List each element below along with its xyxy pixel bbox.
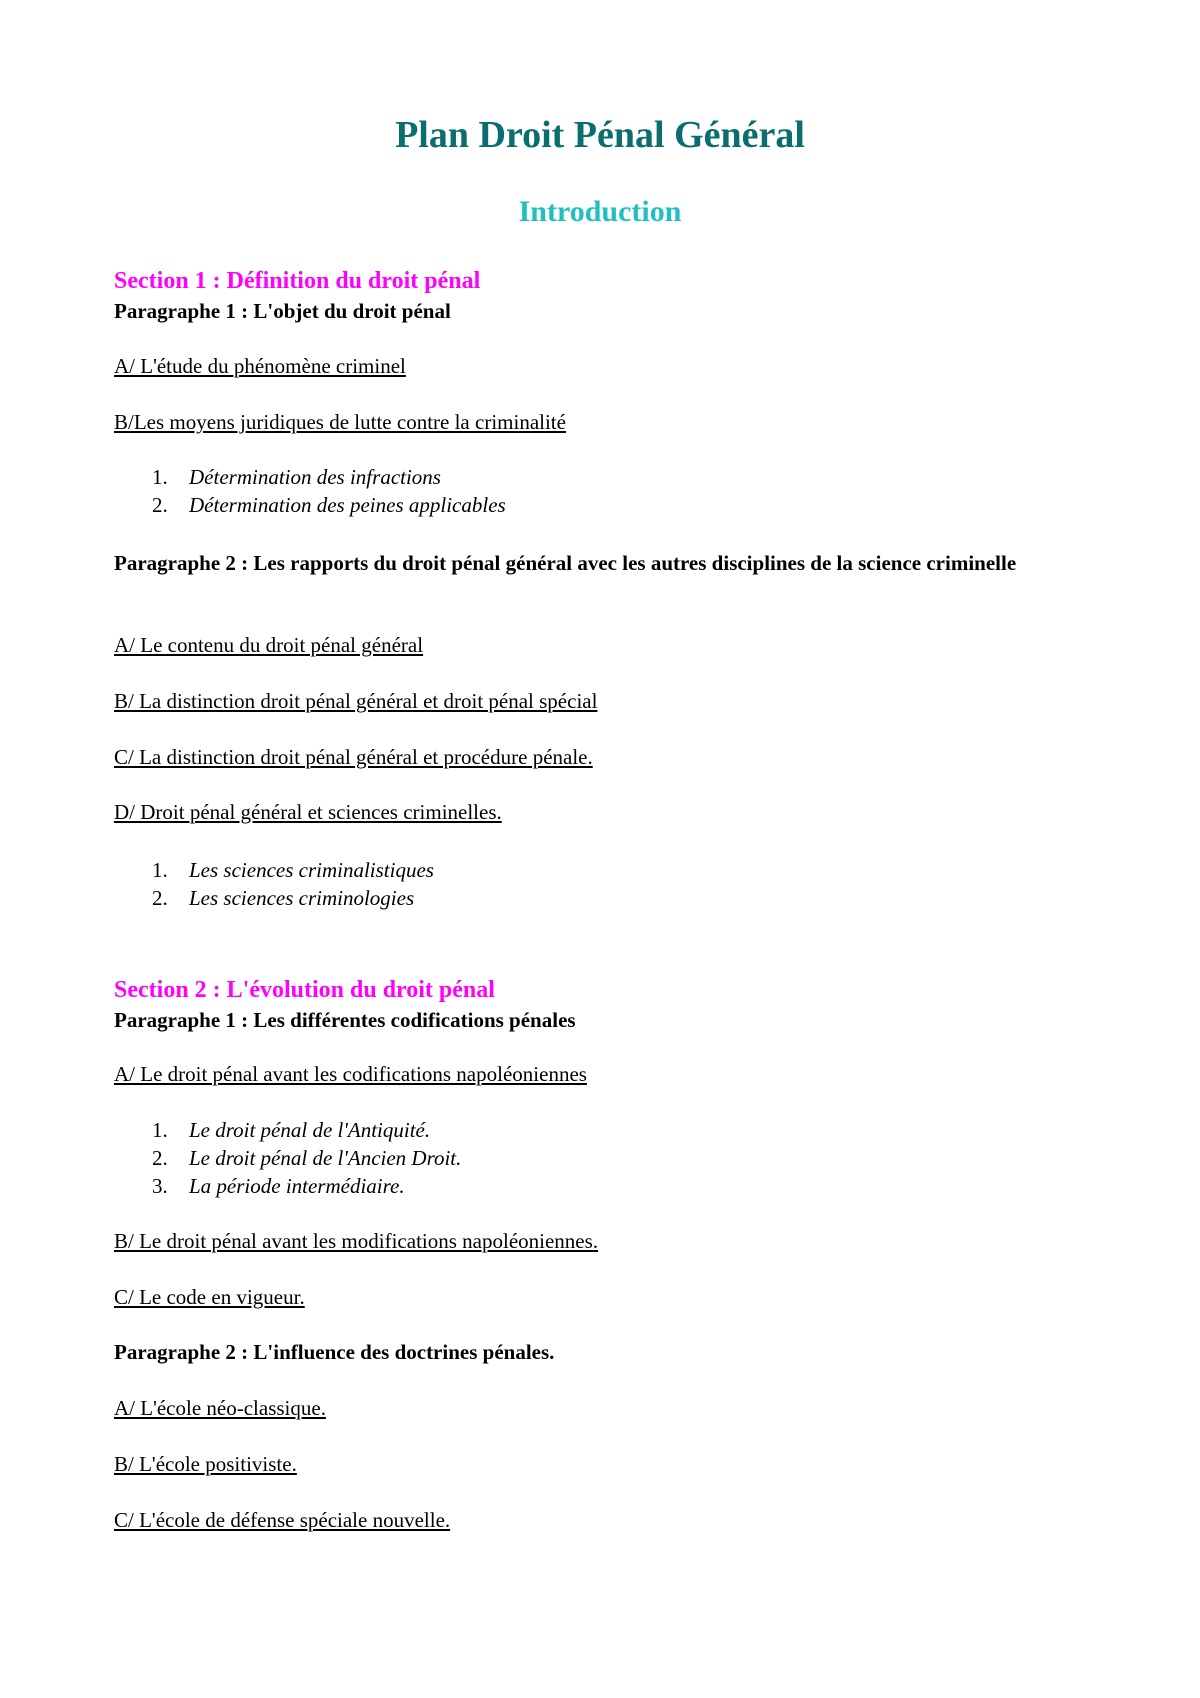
list-item-number: 2. [152,493,168,517]
section-2-p1-subsection-b: B/ Le droit pénal avant les modifications napoléoniennes. [114,1229,599,1253]
section-2-p1-subsection-a: A/ Le droit pénal avant les codifications napoléoniennes [114,1062,587,1086]
introduction-heading: Introduction [518,195,682,228]
document-title: Plan Droit Pénal Général [395,114,805,156]
section-1-p2-subsection-d: D/ Droit pénal général et sciences criminelles. [114,800,502,824]
section-1-p2-subsection-a: A/ Le contenu du droit pénal général [114,633,424,657]
list-item-number: 1. [152,858,168,882]
list-item-text: Le droit pénal de l'Ancien Droit. [189,1146,462,1170]
section-1-p1-subsection-a: A/ L'étude du phénomène criminel [114,354,406,378]
list-item-text: Détermination des infractions [189,465,441,489]
section-2-p2-subsection-a: A/ L'école néo-classique. [114,1396,326,1420]
list-item-text: Détermination des peines applicables [189,493,506,517]
list-item-text: Les sciences criminalistiques [189,858,434,882]
list-item-number: 3. [152,1174,168,1198]
section-2-paragraph-1-heading: Paragraphe 1 : Les différentes codifications pénales [114,1008,576,1032]
list-item-number: 1. [152,465,168,489]
section-2-p2-subsection-c: C/ L'école de défense spéciale nouvelle. [114,1508,451,1532]
section-1-heading: Section 1 : Définition du droit pénal [114,268,481,294]
list-item-text: Les sciences criminologies [189,886,415,910]
section-1-p2-subsection-c: C/ La distinction droit pénal général et procédure pénale. [114,745,593,769]
list-item-number: 2. [152,886,168,910]
list-item-number: 2. [152,1146,168,1170]
section-1-p2-subsection-b: B/ La distinction droit pénal général et droit pénal spécial [114,689,598,713]
section-2-p2-subsection-b: B/ L'école positiviste. [114,1452,297,1476]
section-2-heading: Section 2 : L'évolution du droit pénal [114,977,495,1003]
list-item-number: 1. [152,1118,168,1142]
list-item-text: Le droit pénal de l'Antiquité. [189,1118,431,1142]
section-2-p1-subsection-c: C/ Le code en vigueur. [114,1285,305,1309]
list-item-text: La période intermédiaire. [189,1174,405,1198]
section-2-paragraph-2-heading: Paragraphe 2 : L'influence des doctrines pénales. [114,1340,555,1364]
section-1-paragraph-2-heading: Paragraphe 2 : Les rapports du droit pénal général avec les autres disciplines de la science criminelle [114,551,1017,575]
section-1-paragraph-1-heading: Paragraphe 1 : L'objet du droit pénal [114,299,451,323]
section-1-p1-subsection-b: B/Les moyens juridiques de lutte contre la criminalité [114,410,566,434]
